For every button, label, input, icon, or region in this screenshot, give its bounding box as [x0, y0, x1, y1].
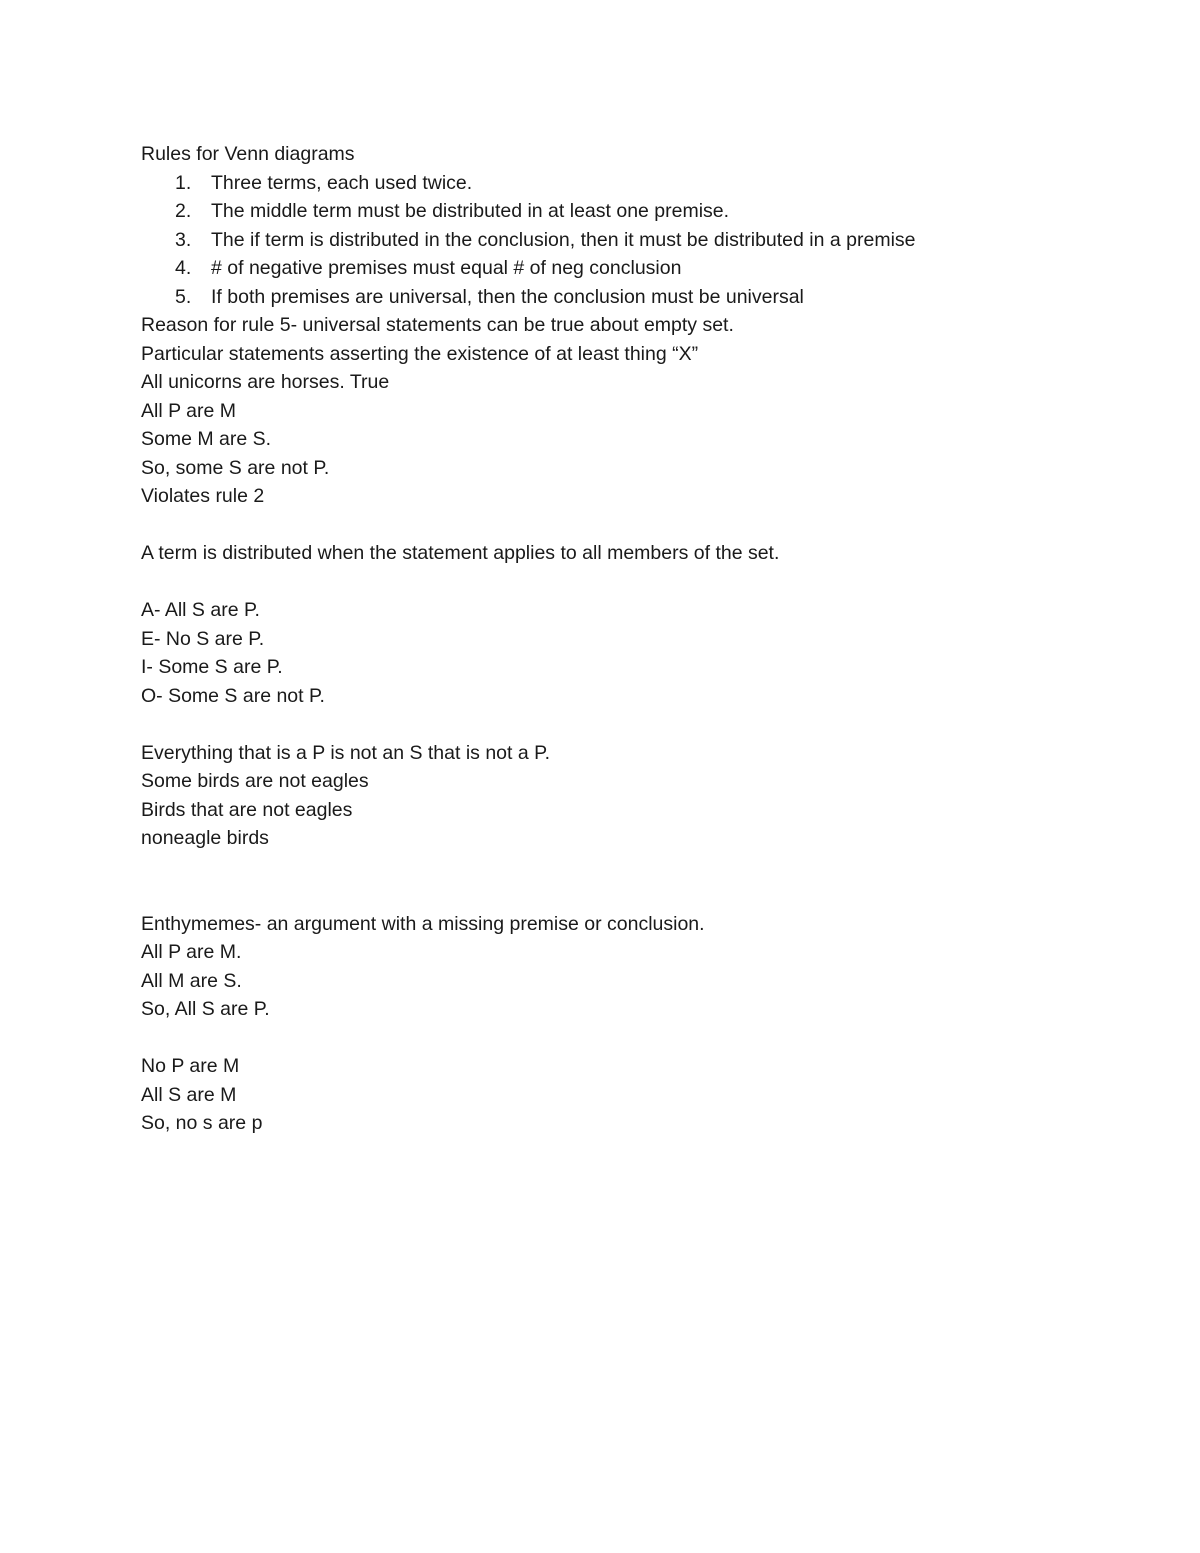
blank-line: [141, 1024, 1141, 1053]
text-line: Birds that are not eagles: [141, 798, 353, 821]
rule-number: 3.: [175, 228, 192, 251]
rule-item: [141, 197, 1141, 226]
form-line: I- Some S are P.: [141, 656, 283, 678]
text-line: Everything that is a P is not an S that is not a P.: [141, 741, 551, 764]
text-line: Particular statements asserting the existence of at least thing “X”: [141, 342, 699, 365]
text-line: All S are M: [141, 1083, 237, 1106]
blank-line: [141, 853, 1141, 882]
distributed-definition: A term is distributed when the statement applies to all members of the set.: [141, 542, 780, 564]
text-line: Reason for rule 5- universal statements can be true about empty set.: [141, 314, 734, 336]
text-line: All unicorns are horses. True: [141, 371, 390, 393]
rule-text: Three terms, each used twice.: [211, 171, 473, 194]
blank-line: [141, 511, 1141, 540]
text-line: All P are M.: [141, 941, 242, 963]
blank-line: [141, 568, 1141, 597]
blank-line: [141, 881, 1141, 910]
text-line: All M are S.: [141, 969, 242, 992]
rule-number: 5.: [175, 285, 192, 308]
text-line: So, some S are not P.: [141, 456, 330, 479]
text-line: So, All S are P.: [141, 998, 270, 1020]
rules-list: [141, 169, 1141, 312]
rule-item: [141, 169, 1141, 198]
rule-item: [141, 226, 1141, 255]
form-line: E- No S are P.: [141, 627, 265, 650]
text-line: All P are M: [141, 399, 237, 422]
rule-item: [141, 283, 1141, 312]
rule-text: The if term is distributed in the conclusion, then it must be distributed in a premise: [211, 228, 916, 251]
text-line: Enthymemes- an argument with a missing premise or conclusion.: [141, 912, 705, 935]
text-line: Some M are S.: [141, 428, 272, 450]
rule-text: The middle term must be distributed in at least one premise.: [211, 200, 730, 222]
document-body: [141, 140, 1141, 1138]
text-line: So, no s are p: [141, 1112, 263, 1134]
rule-number: 4.: [175, 257, 192, 279]
text-line: No P are M: [141, 1055, 240, 1077]
rule-item: [141, 254, 1141, 283]
form-line: A- All S are P.: [141, 599, 260, 621]
text-line: Violates rule 2: [141, 485, 265, 507]
form-line: O- Some S are not P.: [141, 684, 325, 707]
heading: Rules for Venn diagrams: [141, 143, 355, 165]
rule-number: 1.: [175, 171, 192, 194]
rule-text: # of negative premises must equal # of neg conclusion: [211, 257, 682, 279]
text-line: Some birds are not eagles: [141, 770, 369, 792]
text-line: noneagle birds: [141, 827, 269, 849]
rule-number: 2.: [175, 200, 192, 222]
rule-text: If both premises are universal, then the conclusion must be universal: [211, 285, 804, 308]
blank-line: [141, 710, 1141, 739]
